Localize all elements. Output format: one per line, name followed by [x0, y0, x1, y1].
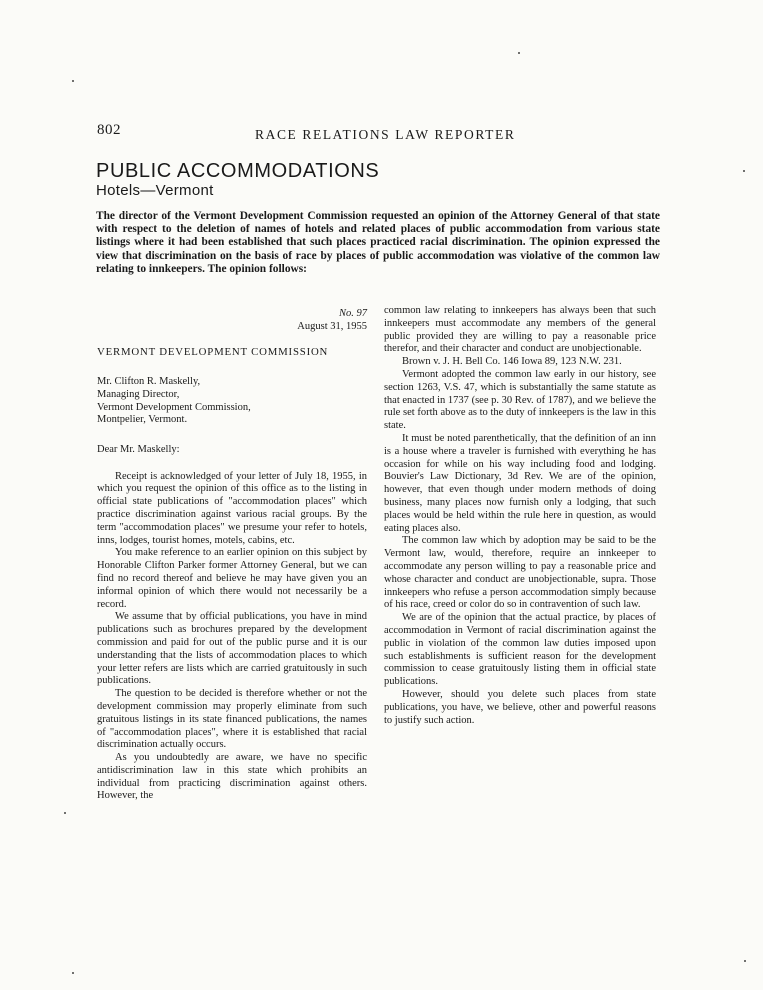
- body-paragraph: The common law which by adoption may be said to be the Vermont law, would, therefore, require an innkeeper to accommodate any person willing to pay a reasonable price and whose character and conduct are unobjectionable, supra. Those innkeepers who refuse a person accommodation simply because of his race, creed or color do so in contravention of such law.: [384, 535, 656, 611]
- addressee-line: Mr. Clifton R. Maskelly,: [97, 376, 201, 388]
- scan-speck: [72, 972, 74, 974]
- headnote: The director of the Vermont Development Commission requested an opinion of the Attorney General of that state with respect to the deletion of names of hotels and related places of public accommodation from various state listings where it had been established that such places practiced racial discrimination. The opinion expressed the view that discrimination on the basis of race by places of public accommodation was violative of the common law relating to innkeepers. The opinion follows:: [96, 210, 660, 275]
- case-citation: Brown v. J. H. Bell Co. 146 Iowa 89, 123 N.W. 231.: [402, 356, 622, 368]
- agency-heading: VERMONT DEVELOPMENT COMMISSION: [97, 345, 329, 358]
- right-column: [384, 305, 656, 727]
- body-paragraph: However, should you delete such places from state publications, you have, we believe, other and powerful reasons to justify such action.: [384, 688, 656, 726]
- section-subtitle: Hotels—Vermont: [96, 182, 214, 199]
- body-paragraph: It must be noted parenthetically, that the definition of an inn is a house where a traveler is furnished with everything he has occasion for while on his way including food and lodging. Bouvier's Law Dictionary, 3d Rev. We are of the opinion, however, that even though under modern methods of doing business, many places now furnish only a lodging, that such places would be held within the rule here in question, as would eating places also.: [384, 432, 656, 534]
- running-head: RACE RELATIONS LAW REPORTER: [255, 127, 516, 142]
- addressee-line: Vermont Development Commission,: [97, 401, 251, 413]
- addressee-line: Managing Director,: [97, 388, 180, 400]
- scan-speck: [744, 960, 746, 962]
- salutation: Dear Mr. Maskelly:: [97, 443, 180, 455]
- scan-speck: [743, 170, 745, 172]
- scan-speck: [64, 812, 66, 814]
- opinion-date: August 31, 1955: [297, 320, 367, 332]
- body-paragraph: Receipt is acknowledged of your letter of July 18, 1955, in which you request the opinion of this office as to the listing in official state publications of "accommodation places" which practice discrimination against various racial groups. By the term "accommodation places" we presume your refer to hotels, inns, lodges, tourist homes, motels, cabins, etc.: [97, 470, 367, 546]
- body-paragraph: Vermont adopted the common law early in our history, see section 1263, V.S. 47, which is substantially the same statute as that enacted in 1737 (see p. 30 Rev. of 1787), and we believe the rule set forth above as to the duty of innkeepers is the law in this state.: [384, 368, 656, 432]
- body-paragraph: We assume that by official publications, you have in mind publications such as brochures prepared by the development commission and paid for out of the public purse and it is our understanding that the lists of accommodation places to which your letter refers are lists which are carried gratuitously in such publications.: [97, 611, 367, 687]
- scan-speck: [518, 52, 520, 54]
- left-column: [97, 305, 367, 803]
- section-title: PUBLIC ACCOMMODATIONS: [96, 160, 380, 182]
- body-paragraph: You make reference to an earlier opinion on this subject by Honorable Clifton Parker former Attorney General, but we can find no record thereof and believe he may have given you an informal opinion of which there would not necessarily be a record.: [97, 547, 367, 610]
- page-number: 802: [97, 122, 121, 138]
- addressee-block: [97, 376, 367, 426]
- body-paragraph: We are of the opinion that the actual practice, by places of accommodation in Vermont of racial discrimination against the public in violation of the common law duties imposed upon such establishments is sufficient reason for the development commission to cease gratuitously listing them in official state publications.: [384, 612, 656, 688]
- scan-speck: [72, 80, 74, 82]
- body-paragraph: common law relating to innkeepers has always been that such innkeepers must accommodate any members of the general public provided they are willing to pay a reasonable price therefor, and their character and conduct are unobjectionable.: [384, 305, 656, 355]
- body-paragraph: The question to be decided is therefore whether or not the development commission may properly eliminate from such gratuitous listings in its state financed publications, the names of "accommodation places", where it is established that racial discrimination actually occurs.: [97, 688, 367, 751]
- body-paragraph: As you undoubtedly are aware, we have no specific antidiscrimination law in this state which prohibits an individual from practicing discrimination against others. However, the: [97, 752, 367, 802]
- addressee-line: Montpelier, Vermont.: [97, 414, 188, 426]
- opinion-number: No. 97: [338, 308, 367, 319]
